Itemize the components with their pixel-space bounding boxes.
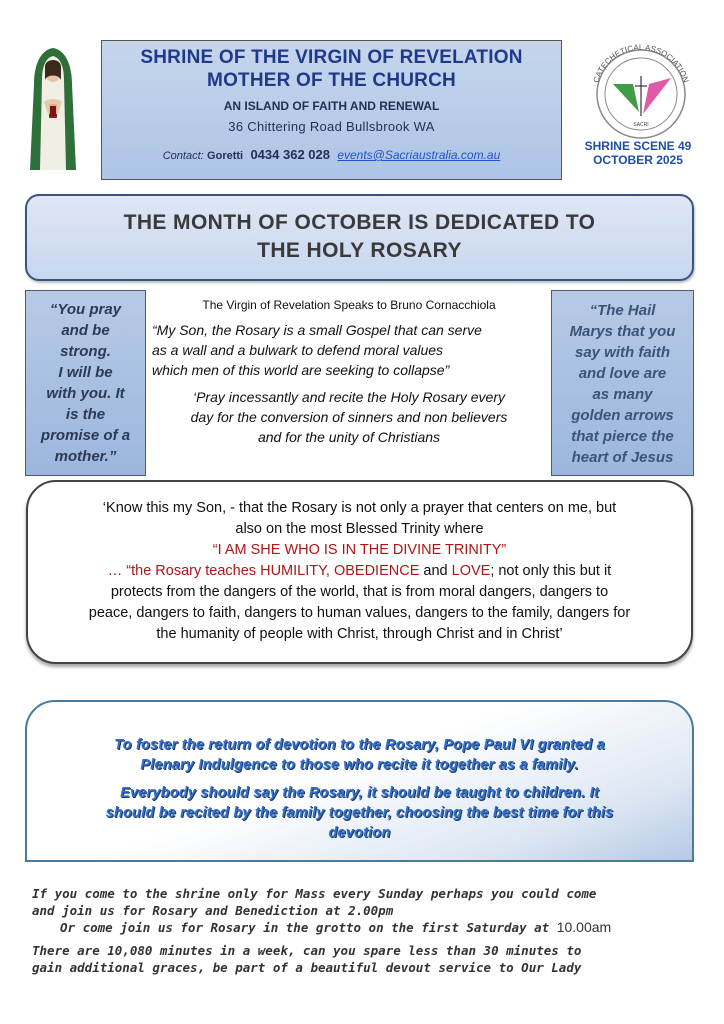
footer-invitation [32, 885, 697, 976]
center-message [150, 298, 548, 447]
svg-text:CATECHETICAL ASSOCIATION: CATECHETICAL ASSOCIATION [591, 42, 691, 84]
shrine-title-subline: MOTHER OF THE CHURCH [207, 70, 456, 91]
footer-saturday-line [32, 919, 697, 936]
know-line: protects from the dangers of the world, that is from moral dangers, dangers to [110, 584, 609, 600]
right-quote-line: heart of Jesus [571, 449, 674, 466]
divine-trinity-line: “I AM SHE WHO IS IN THE DIVINE TRINITY” [212, 542, 507, 558]
left-quote-line: mother.” [54, 448, 117, 465]
banner-line-1: THE MONTH OF OCTOBER IS DEDICATED TO [123, 211, 596, 234]
right-quote-line: that pierce the [571, 428, 674, 445]
footer-line: and join us for Rosary and Benediction at 2.00pm [32, 903, 394, 918]
know-line: also on the most Blessed Trinity where [235, 521, 484, 537]
right-quote-line: and love are [578, 365, 667, 382]
contact-phone: 0434 362 028 [250, 147, 330, 162]
footer-line: If you come to the shrine only for Mass every Sunday perhaps you could come [32, 886, 597, 901]
shrine-header [101, 40, 562, 180]
virtues-humility-obedience: HUMILITY, OBEDIENCE [260, 563, 420, 579]
saturday-text: Or come join us for Rosary in the grotto on the first Saturday at [60, 920, 557, 935]
banner-line-2: THE HOLY ROSARY [257, 239, 462, 262]
issue-date: OCTOBER 2025 [593, 153, 683, 167]
shrine-tagline: AN ISLAND OF FAITH AND RENEWAL [223, 99, 440, 113]
right-quote-box [551, 290, 694, 476]
quote-line: “My Son, the Rosary is a small Gospel that can serve [152, 322, 482, 338]
right-quote-line: “The Hail [589, 302, 656, 319]
right-quote-line: golden arrows [571, 407, 674, 424]
issue-number: SHRINE SCENE 49 [584, 139, 692, 153]
issue-info [566, 139, 710, 167]
virtues-intro: … “the Rosary teaches [107, 563, 261, 579]
contact-email-link[interactable]: events@Sacriaustralia.com.au [337, 148, 501, 162]
footer-line: gain additional graces, be part of a beautiful devout service to Our Lady [32, 960, 582, 975]
quote-line: ‘Pray incessantly and recite the Holy Rosary every [192, 389, 506, 405]
virgin-mary-image [22, 42, 84, 170]
footer-line: There are 10,080 minutes in a week, can you spare less than 30 minutes to [32, 943, 582, 958]
know-line: ‘Know this my Son, - that the Rosary is not only a prayer that centers on me, but [102, 500, 617, 516]
left-quote-line: strong. [60, 343, 111, 360]
center-heading: The Virgin of Revelation Speaks to Bruno Cornacchiola [202, 298, 496, 312]
right-quote-line: as many [592, 386, 653, 403]
left-quote-line: I will be [58, 364, 113, 381]
indulgence-line: To foster the return of devotion to the Rosary, Pope Paul VI granted a [114, 737, 605, 753]
month-banner [25, 194, 694, 281]
virtues-and: and [419, 563, 452, 579]
catechetical-association-logo [583, 40, 699, 140]
family-line: Everybody should say the Rosary, it should be taught to children. It [120, 785, 599, 801]
know-line-virtues [28, 561, 691, 582]
indulgence-paragraph [27, 735, 692, 775]
quote-line: as a wall and a bulwark to defend moral values [152, 342, 444, 358]
quote-line: and for the unity of Christians [257, 429, 441, 445]
left-quote-line: with you. It [46, 385, 125, 402]
contact-line [102, 147, 561, 162]
contact-name: Goretti [207, 150, 244, 162]
family-line: should be recited by the family together, choosing the best time for this [105, 805, 614, 821]
indulgence-line: Plenary Indulgence to those who recite it together as a family. [140, 757, 579, 773]
left-quote-line: promise of a [40, 427, 131, 444]
indulgence-box [25, 700, 694, 862]
pray-incessantly-quote [150, 387, 548, 447]
svg-text:SACRI: SACRI [633, 122, 649, 128]
left-quote-line: “You pray [49, 301, 122, 318]
left-quote-line: and be [61, 322, 110, 339]
virtues-love: LOVE [451, 563, 491, 579]
left-quote-line: is the [65, 406, 106, 423]
know-line: the humanity of people with Christ, through Christ and in Christ’ [156, 626, 563, 642]
saturday-time: 10.00am [556, 919, 612, 935]
family-rosary-paragraph [27, 783, 692, 843]
rosary-gospel-quote [150, 320, 548, 380]
trinity-message-box [26, 480, 693, 664]
know-line: peace, dangers to faith, dangers to human values, dangers to the family, dangers for [88, 605, 631, 621]
right-quote-line: Marys that you [569, 323, 676, 340]
family-line: devotion [328, 825, 391, 841]
quote-line: day for the conversion of sinners and non believers [190, 409, 508, 425]
right-quote-line: say with faith [574, 344, 671, 361]
virtues-rest: ; not only this but it [490, 563, 612, 579]
shrine-address: 36 Chittering Road Bullsbrook WA [228, 119, 435, 134]
left-quote-box [25, 290, 146, 476]
contact-label: Contact: [162, 150, 204, 162]
quote-line: which men of this world are seeking to collapse” [152, 362, 450, 378]
shrine-title: SHRINE OF THE VIRGIN OF REVELATION [140, 47, 523, 68]
